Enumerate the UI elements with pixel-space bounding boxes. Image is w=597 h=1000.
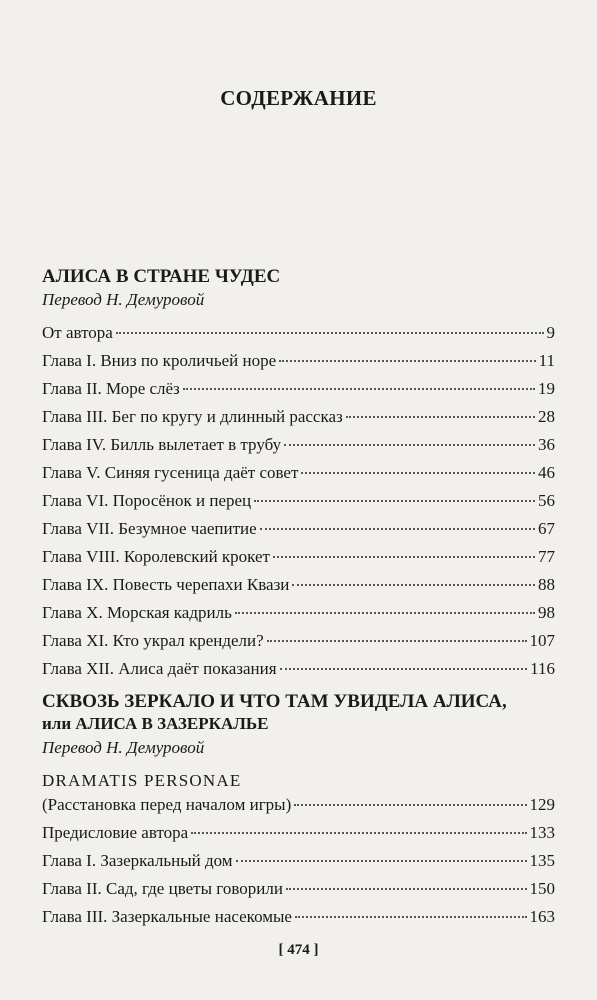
toc-entry-label: Глава XII. Алиса даёт показания <box>42 659 277 678</box>
toc-entry-label: Глава VII. Безумное чаепитие <box>42 519 257 538</box>
toc-entry-page: 133 <box>529 823 555 842</box>
toc-entry-page: 56 <box>538 491 555 510</box>
toc-entry-label: Глава VI. Поросёнок и перец <box>42 491 252 510</box>
toc-leader <box>295 916 527 918</box>
toc-entry-page: 46 <box>538 463 555 482</box>
section-1-heading: АЛИСА В СТРАНЕ ЧУДЕС <box>42 266 281 287</box>
toc-entry-page: 129 <box>529 795 555 814</box>
toc-entry-label: Глава XI. Кто украл крендели? <box>42 631 264 650</box>
toc-entry-label: (Расстановка перед началом игры) <box>42 795 292 814</box>
section-2-heading-line-1: СКВОЗЬ ЗЕРКАЛО И ЧТО ТАМ УВИДЕЛА АЛИСА, <box>42 691 507 712</box>
toc-entry-page: 107 <box>529 631 555 650</box>
toc-entry-label: Глава II. Сад, где цветы говорили <box>42 879 283 898</box>
toc-leader <box>236 860 527 862</box>
toc-entry <box>42 490 555 512</box>
toc-entry <box>42 322 555 344</box>
toc-entry-label: Глава IX. Повесть черепахи Квази <box>42 575 290 594</box>
toc-leader <box>286 888 527 890</box>
toc-leader <box>267 640 527 642</box>
toc-leader <box>301 472 535 474</box>
toc-entry-page: 88 <box>538 575 555 594</box>
toc-entry-label: Глава III. Бег по кругу и длинный рассказ <box>42 407 343 426</box>
toc-entry <box>42 822 555 844</box>
toc-entry-page: 67 <box>538 519 555 538</box>
toc-leader <box>279 360 535 362</box>
section-2-heading-line-2: или АЛИСА В ЗАЗЕРКАЛЬЕ <box>42 714 269 733</box>
toc-entry <box>42 546 555 568</box>
page-number: [ 474 ] <box>278 942 319 958</box>
section-2-heading <box>42 691 562 735</box>
section-2-translator: Перевод Н. Демуровой <box>42 738 205 757</box>
toc-entry-page: 9 <box>546 323 555 342</box>
toc-entry <box>42 434 555 456</box>
toc-entry-page: 77 <box>538 547 555 566</box>
toc-entry-label: Глава VIII. Королевский крокет <box>42 547 270 566</box>
toc-leader <box>260 528 535 530</box>
toc-entry-label: Глава V. Синяя гусеница даёт совет <box>42 463 299 482</box>
toc-entry-label: Глава I. Зазеркальный дом <box>42 851 233 870</box>
dramatis-personae: DRAMATIS PERSONAE <box>42 771 242 790</box>
toc-entry-label: Глава II. Море слёз <box>42 379 180 398</box>
toc-entry-label: Глава X. Морская кадриль <box>42 603 232 622</box>
toc-entry <box>42 574 555 596</box>
toc-entry <box>42 406 555 428</box>
toc-leader <box>273 556 535 558</box>
toc-entry-page: 135 <box>529 851 555 870</box>
toc-entry-page: 19 <box>538 379 555 398</box>
toc-entry <box>42 878 555 900</box>
toc-entry-page: 98 <box>538 603 555 622</box>
toc-entry <box>42 378 555 400</box>
toc-entry <box>42 350 555 372</box>
toc-entry-page: 28 <box>538 407 555 426</box>
toc-leader <box>183 388 535 390</box>
toc-entry <box>42 658 555 680</box>
toc-entry-label: Предисловие автора <box>42 823 189 842</box>
toc-entry-page: 116 <box>530 659 555 678</box>
toc-entry-page: 163 <box>529 907 555 926</box>
page-title: СОДЕРЖАНИЕ <box>220 86 377 110</box>
toc-entry <box>42 630 555 652</box>
toc-entry <box>42 794 555 816</box>
toc-leader <box>116 332 544 334</box>
toc-entry <box>42 906 555 928</box>
toc-entry-label: Глава IV. Билль вылетает в трубу <box>42 435 282 454</box>
toc-entry <box>42 462 555 484</box>
toc-leader <box>292 584 535 586</box>
toc-leader <box>346 416 535 418</box>
toc-leader <box>235 612 535 614</box>
toc-leader <box>280 668 528 670</box>
toc-entry <box>42 850 555 872</box>
toc-entry-page: 150 <box>529 879 555 898</box>
toc-leader <box>191 832 526 834</box>
toc-entry-label: Глава III. Зазеркальные насекомые <box>42 907 292 926</box>
toc-leader <box>294 804 526 806</box>
toc-entry <box>42 602 555 624</box>
toc-entry-page: 11 <box>538 351 555 370</box>
toc-entry <box>42 518 555 540</box>
toc-leader <box>254 500 535 502</box>
toc-leader <box>284 444 535 446</box>
section-1-translator: Перевод Н. Демуровой <box>42 290 205 309</box>
toc-entry-label: От автора <box>42 323 113 342</box>
toc-entry-label: Глава I. Вниз по кроличьей норе <box>42 351 277 370</box>
toc-entry-page: 36 <box>538 435 555 454</box>
